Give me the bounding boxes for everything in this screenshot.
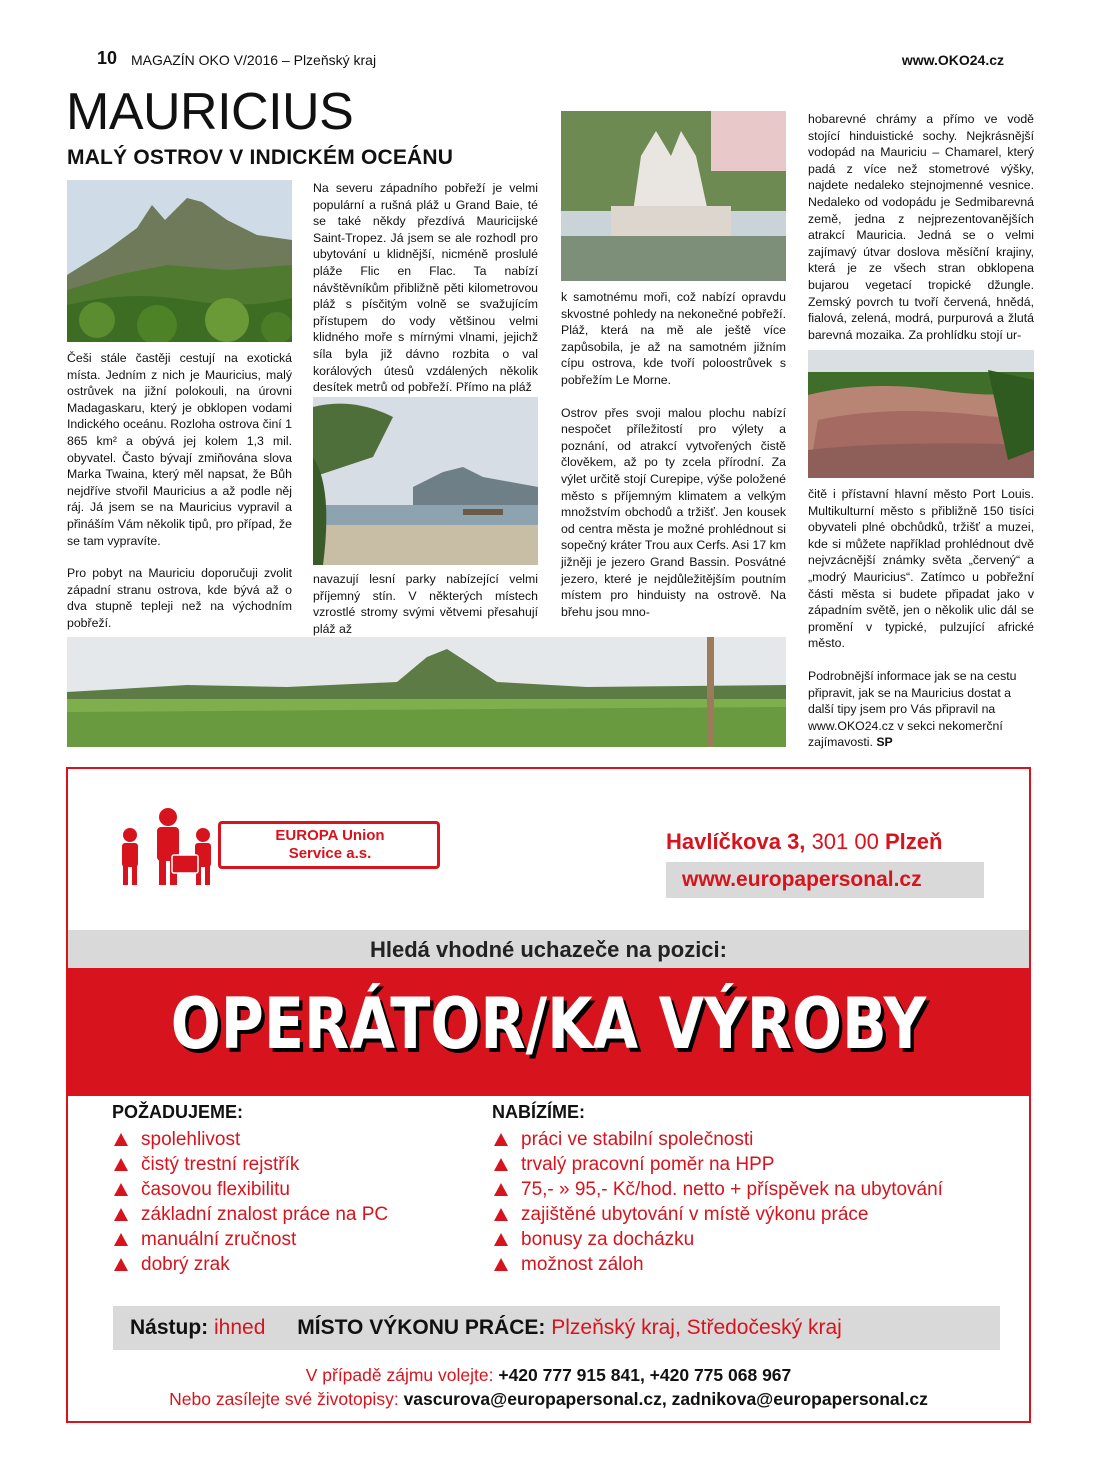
article-subtitle: MALÝ OSTROV V INDICKÉM OCEÁNU	[67, 146, 454, 169]
col3-paragraph-2: Ostrov přes svoji malou plochu nabízí nespočet příležitostí pro výlety a poznání, od atrakcí vytvořených čistě člověkem, až po ty zcela přírodní. Za výlet určitě stojí Curepipe, výše položené město s příjemným klimatem a velkým množstvím obchodů a tržišť. Jen kousek od centra města je možné prohlédnout si sopečný kráter Trou aux Cerfs. Asi 17 km jižněji je jezero Grand Bassin. Posvátné jezero, které je nejdůležitějším poutním místem pro hinduisty na ostrově. Na břehu jsou mno-	[561, 405, 786, 619]
col4-paragraph-2: čitě i přístavní hlavní město Port Louis. Multikulturní město s přibližně 150 tisíci obyvateli plné obchůdků, tržišť a muzei, kde si můžete například prohlédnout dvě nejvzácnější známky světa „červený“ a „modrý Mauricius“. Zatímco u pobřežní části města si budete připadat jako v západním světě, jen o několik ulic dál se promění v typické, pulzující africké město.	[808, 487, 1034, 651]
list-item: dobrý zrak	[112, 1252, 512, 1277]
require-heading: POŽADUJEME:	[112, 1102, 244, 1122]
photo-temple	[561, 111, 786, 281]
col3-paragraph-1: k samotnému moři, což nabízí opravdu skvostné pohledy na nekonečné pobřeží. Pláž, která na mě ale ještě více zapůsobila, je až na samotném jižním cípu ostrova, kde tvoří poloostrůvek s pobřežím Le Morne.	[561, 290, 786, 387]
list-item: možnost záloh	[492, 1252, 1012, 1277]
position-title: OPERÁTOR/KA VÝROBY	[170, 983, 927, 1065]
magazine-website[interactable]: www.OKO24.cz	[901, 52, 1004, 68]
list-item: spolehlivost	[112, 1127, 512, 1152]
seeking-heading: Hledá vhodné uchazeče na pozici:	[370, 937, 727, 962]
list-item: čistý trestní rejstřík	[112, 1152, 512, 1177]
job-advertisement	[66, 767, 1031, 1423]
author-signature: SP	[876, 735, 893, 750]
list-item: manuální zručnost	[112, 1227, 512, 1252]
list-item: základní znalost práce na PC	[112, 1202, 512, 1227]
contact-phones: V případě zájmu volejte: +420 777 915 841, +420 775 068 967	[305, 1365, 792, 1385]
contact-emails: Nebo zasílejte své životopisy: vascurova@europapersonal.cz, zadnikova@europapersonal.cz	[169, 1389, 928, 1409]
list-item: časovou flexibilitu	[112, 1177, 512, 1202]
company-address: Havlíčkova 3, 301 00 Plzeň	[666, 829, 943, 854]
col1-paragraph-2: Pro pobyt na Mauriciu doporučuji zvolit západní stranu ostrova, kde bývá až o dva stupně tepleji než na východním pobřeží.	[67, 566, 292, 630]
photo-panorama-fields	[67, 637, 786, 747]
photo-colored-earth	[808, 350, 1034, 478]
list-item: 75,- » 95,- Kč/hod. netto + příspěvek na ubytování	[492, 1177, 1012, 1202]
list-item: bonusy za docházku	[492, 1227, 1012, 1252]
list-item: trvalý pracovní poměr na HPP	[492, 1152, 1012, 1177]
require-list	[112, 1127, 512, 1277]
list-item: zajištěné ubytování v místě výkonu práce	[492, 1202, 1012, 1227]
col4-paragraph-1: hobarevné chrámy a přímo ve vodě stojící hinduistické sochy. Nejkrásnější vodopád na Mauriciu – Chamarel, který padá z více než stometrové výšky, najdete nedaleko stejnojmenné vesnice. Nedaleko od vodopádu je Sedmibarevná země, jedna z nejprezentovanějších atrakcí Mauricia. Jedná se o velmi zajímavý útvar doslova měsíční krajiny, která je ze všech stran obklopena bujarou vegetací tropické džungle. Zemský povrch tu tvoří červená, hnědá, fialová, zelená, modrá, purpurová a žlutá barevná mozaika. Za prohlídku stojí ur-	[808, 112, 1034, 342]
article-title: MAURICIUS	[66, 83, 354, 141]
col1-paragraph-1: Češi stále častěji cestují na exotická místa. Jedním z nich je Mauricius, malý ostrůvek na jižní polokouli, na úrovni Madagaskaru, který je obklopen vodami Indického oceánu. Rozloha ostrova činí 1 865 km² a obývá jej kolem 1,3 mil. obyvatel. Často bývají zmiňována slova Marka Twaina, který měl napsat, že Bůh nejdříve stvořil Mauricius a až podle něj ráj. Já jsem se na Mauricius vypravil a přináším Vám několik tipů, pro případ, že se tam vypravíte.	[67, 351, 292, 548]
photo-mountain	[67, 180, 292, 342]
photo-beach	[313, 397, 538, 565]
start-and-location: Nástup: ihned MÍSTO VÝKONU PRÁCE: Plzeňský kraj, Středočeský kraj	[130, 1316, 842, 1339]
list-item: práci ve stabilní společnosti	[492, 1127, 1012, 1152]
col4-paragraph-3: Podrobnější informace jak se na cestu připravit, jak se na Mauricius dostat a další tipy jsem pro Vás připravil na www.OKO24.cz v sekci nekomerční zajímavosti.	[808, 668, 1017, 750]
magazine-name: MAGAZÍN OKO V/2016 – Plzeňský kraj	[131, 52, 377, 68]
company-name-line1: EUROPA Union	[275, 827, 385, 844]
company-name-line2: Service a.s.	[288, 845, 372, 862]
col2-paragraph-2: navazují lesní parky nabízející velmi příjemný stín. V některých místech vzrostlé stromy svými větvemi přesahují pláž až	[313, 572, 538, 636]
page-number: 10	[97, 48, 118, 68]
offer-list	[492, 1127, 1012, 1277]
company-website[interactable]: www.europapersonal.cz	[682, 868, 922, 891]
company-logo	[110, 807, 440, 885]
col2-paragraph-1: Na severu západního pobřeží je velmi populární a rušná pláž u Grand Baie, té se také někdy přezdívá Mauricijské Saint-Tropez. Já jsem se ale rozhodl pro ubytování u klidnější, nicméně proslulé pláže Flic en Flac. Ta nabízí návštěvníkům přibližně pěti kilometrovou pláž s písčitým volně se svažujícím přístupem do vody většinou velmi klidného moře s mírnými vlnami, jejichž síla byla již dávno rozbita o val korálových útesů vzdálených několik desítek metrů od pobřeží. Přímo na pláž	[313, 181, 538, 395]
offer-heading: NABÍZÍME:	[492, 1102, 585, 1122]
